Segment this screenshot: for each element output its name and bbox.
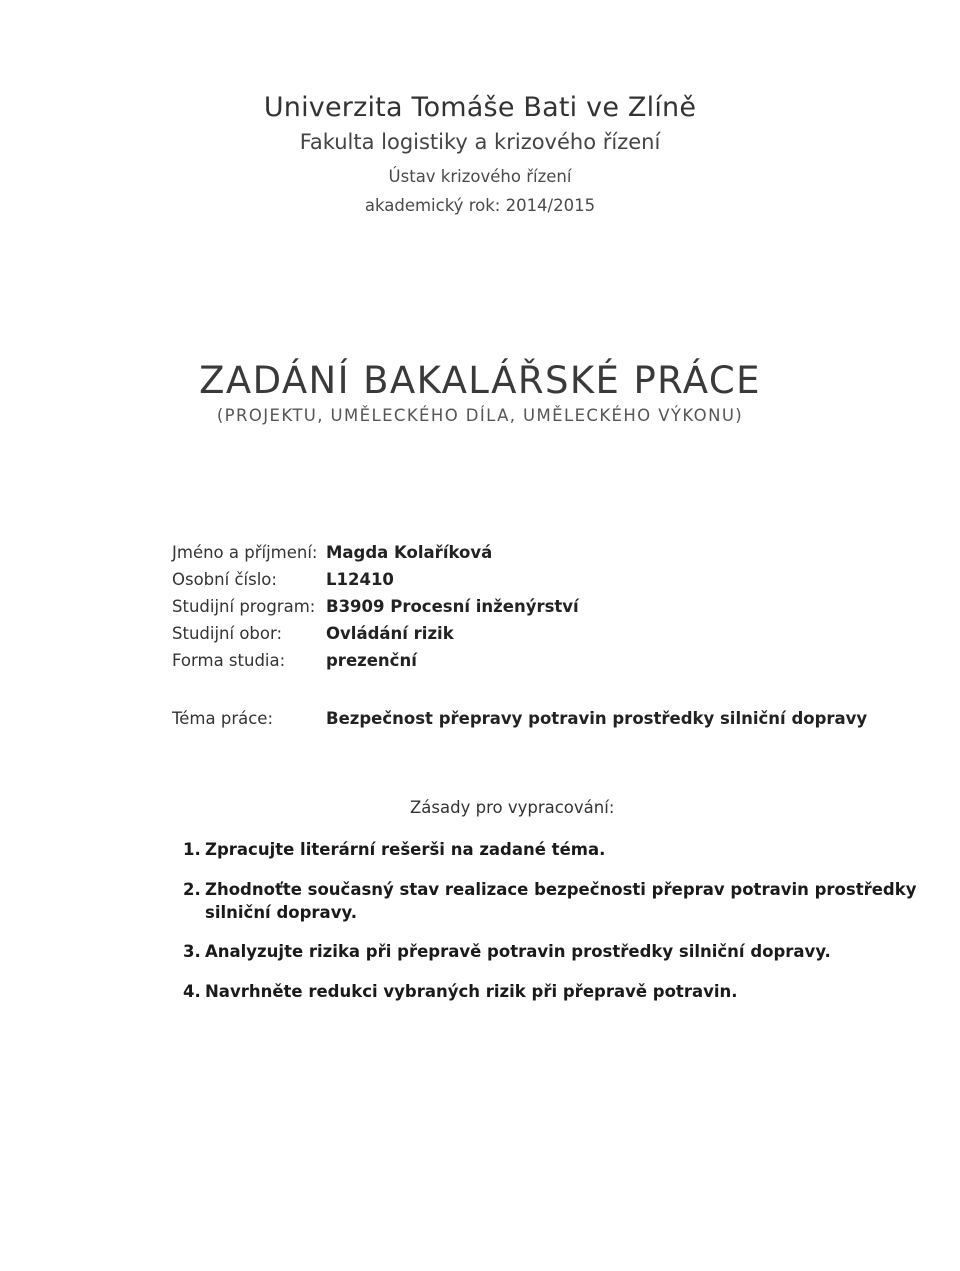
guidelines-heading: Zásady pro vypracování:: [410, 798, 615, 817]
guideline-item: [183, 942, 831, 961]
field-label-study-form: Forma studia:: [172, 651, 286, 670]
field-value-study-program: B3909 Procesní inženýrství: [326, 597, 579, 616]
academic-year: akademický rok: 2014/2015: [364, 196, 596, 215]
field-value-name: Magda Kolaříková: [326, 543, 493, 562]
topic-value: Bezpečnost přepravy potravin prostředky silniční dopravy: [326, 709, 868, 728]
guideline-number: 4.: [183, 982, 201, 1001]
field-value-study-form: prezenční: [326, 651, 417, 670]
guideline-item: [183, 880, 916, 899]
document-title: ZADÁNÍ BAKALÁŘSKÉ PRÁCE: [199, 359, 761, 402]
field-value-personal-number: L12410: [326, 570, 394, 589]
guideline-text: Zpracujte literární rešerši na zadané téma.: [205, 840, 606, 859]
field-label-study-program: Studijní program:: [172, 597, 316, 616]
guideline-text: Zhodnoťte současný stav realizace bezpečnosti přeprav potravin prostředky: [205, 880, 917, 899]
guideline-text: Navrhněte redukci vybraných rizik při přepravě potravin.: [205, 982, 738, 1001]
guideline-text-continuation: silniční dopravy.: [205, 903, 357, 922]
field-label-study-field: Studijní obor:: [172, 624, 283, 643]
field-label-personal-number: Osobní číslo:: [172, 570, 277, 589]
guideline-text: Analyzujte rizika při přepravě potravin prostředky silniční dopravy.: [205, 942, 831, 961]
document-subtitle: (PROJEKTU, UMĚLECKÉHO DÍLA, UMĚLECKÉHO VÝKONU): [216, 406, 744, 425]
guideline-number: 3.: [183, 942, 201, 961]
guideline-number: 1.: [183, 840, 201, 859]
field-label-name: Jméno a příjmení:: [172, 543, 318, 562]
faculty-name: Fakulta logistiky a krizového řízení: [299, 130, 661, 154]
guideline-item: [183, 982, 738, 1001]
institute-name: Ústav krizového řízení: [388, 167, 572, 186]
field-value-study-field: Ovládání rizik: [326, 624, 454, 643]
topic-label: Téma práce:: [172, 709, 274, 728]
university-name: Univerzita Tomáše Bati ve Zlíně: [263, 92, 697, 123]
guideline-item: [183, 840, 605, 859]
guideline-number: 2.: [183, 880, 201, 899]
